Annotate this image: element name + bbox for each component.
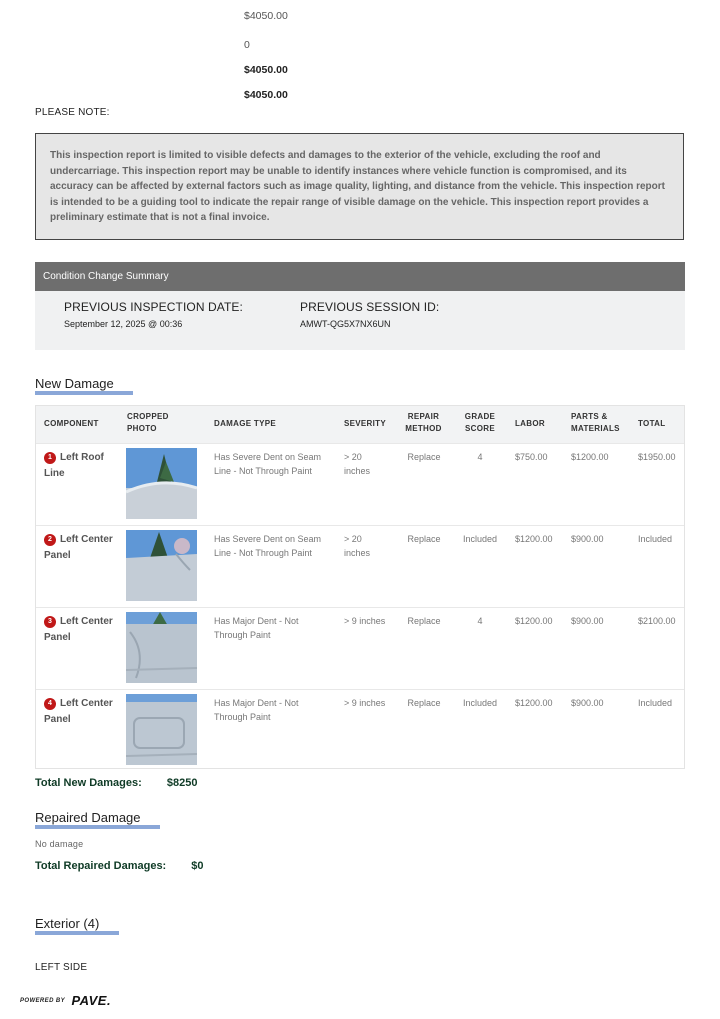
title-underline xyxy=(35,391,133,395)
component-name: Left Roof Line xyxy=(44,452,104,479)
summary-value: 0 xyxy=(244,39,250,51)
grade-score-cell: Included xyxy=(462,534,498,544)
labor-cell: $1200.00 xyxy=(515,698,553,708)
repair-method-cell: Replace xyxy=(407,452,441,462)
section-title-text: Exterior (4) xyxy=(35,916,100,931)
damage-type-cell: Has Major Dent - Not Through Paint xyxy=(214,616,299,640)
damage-photo-image xyxy=(126,612,197,683)
new-damage-title xyxy=(35,376,114,391)
damage-photo-image xyxy=(126,694,197,765)
table-row xyxy=(36,525,684,608)
component-cell xyxy=(44,450,122,482)
parts-cell: $900.00 xyxy=(571,698,604,708)
summary-value: $4050.00 xyxy=(244,89,288,101)
damage-photo-image xyxy=(126,530,197,601)
section-title-text: New Damage xyxy=(35,376,114,391)
header-photo: CROPPED PHOTO xyxy=(127,412,169,433)
header-parts: PARTS & MATERIALS xyxy=(571,412,620,433)
component-cell xyxy=(44,696,122,728)
repair-method-cell: Replace xyxy=(407,698,441,708)
pave-brand: PAVE. xyxy=(71,993,112,1008)
damage-number-badge: 1 xyxy=(44,452,56,464)
header-grade-score: GRADE SCORE xyxy=(464,412,496,433)
cropped-photo[interactable] xyxy=(126,694,197,765)
total-repaired-label: Total Repaired Damages: xyxy=(35,860,167,872)
parts-cell: $1200.00 xyxy=(571,452,609,462)
cropped-photo[interactable] xyxy=(126,530,197,601)
severity-cell: > 9 inches xyxy=(344,698,386,708)
header-severity: SEVERITY xyxy=(344,419,386,428)
header-repair-method: REPAIR METHOD xyxy=(405,412,442,433)
previous-session-value: AMWT-QG5X7NX6UN xyxy=(300,319,391,329)
title-underline xyxy=(35,825,160,829)
damage-photo-image xyxy=(126,448,197,519)
severity-cell: > 9 inches xyxy=(344,616,386,626)
powered-by-logo xyxy=(20,992,111,1010)
component-name: Left Center Panel xyxy=(44,616,113,643)
left-side-label: LEFT SIDE xyxy=(35,962,88,973)
parts-cell: $900.00 xyxy=(571,616,604,626)
labor-cell: $750.00 xyxy=(515,452,548,462)
total-cell: $2100.00 xyxy=(638,616,676,626)
previous-session-label: PREVIOUS SESSION ID: xyxy=(300,300,440,314)
header-component: COMPONENT xyxy=(44,419,99,428)
please-note-label: PLEASE NOTE: xyxy=(35,107,110,118)
component-cell xyxy=(44,532,122,564)
disclaimer-text: This inspection report is limited to visible defects and damages to the exterior of the vehicle, excluding the roof and undercarriage. This inspection report may be unable to identify instances where vehicle function is compromised, and its accuracy can be affected by external factors such as image quality, lighting, and distance from the vehicle. This inspection report is intended to be a guiding tool to indicate the repair range of visible damage on the vehicle. This inspection report provides a preliminary estimate that is not a final invoice. xyxy=(50,150,665,224)
total-new-damages-label: Total New Damages: xyxy=(35,777,142,789)
header-labor: LABOR xyxy=(515,419,545,428)
repair-method-cell: Replace xyxy=(407,534,441,544)
exterior-title xyxy=(35,916,99,931)
labor-cell: $1200.00 xyxy=(515,534,553,544)
labor-cell: $1200.00 xyxy=(515,616,553,626)
damage-number-badge: 4 xyxy=(44,698,56,710)
condition-change-body xyxy=(35,291,685,350)
header-damage-type: DAMAGE TYPE xyxy=(214,419,276,428)
total-new-damages xyxy=(35,777,197,789)
no-damage-text: No damage xyxy=(35,839,84,849)
new-damage-table xyxy=(35,405,685,769)
damage-type-cell: Has Severe Dent on Seam Line - Not Through Paint xyxy=(214,452,322,476)
table-row xyxy=(36,443,684,526)
total-repaired-value: $0 xyxy=(191,860,204,872)
section-title-text: Repaired Damage xyxy=(35,810,141,825)
component-cell xyxy=(44,614,122,646)
disclaimer-box xyxy=(35,133,684,240)
damage-type-cell: Has Severe Dent on Seam Line - Not Through Paint xyxy=(214,534,322,558)
component-name: Left Center Panel xyxy=(44,534,113,561)
component-name: Left Center Panel xyxy=(44,698,113,725)
grade-score-cell: 4 xyxy=(477,452,483,462)
summary-value: $4050.00 xyxy=(244,64,288,76)
table-row xyxy=(36,607,684,690)
damage-number-badge: 3 xyxy=(44,616,56,628)
cropped-photo[interactable] xyxy=(126,612,197,683)
severity-cell: > 20 inches xyxy=(344,534,371,558)
repair-method-cell: Replace xyxy=(407,616,441,626)
header-total: TOTAL xyxy=(638,419,666,428)
powered-by-text: POWERED BY xyxy=(20,998,66,1004)
table-row xyxy=(36,689,684,772)
table-header xyxy=(36,406,684,443)
title-underline xyxy=(35,931,119,935)
cropped-photo[interactable] xyxy=(126,448,197,519)
grade-score-cell: Included xyxy=(462,698,498,708)
previous-date-label: PREVIOUS INSPECTION DATE: xyxy=(64,300,243,314)
total-cell: Included xyxy=(638,534,673,544)
damage-type-cell: Has Major Dent - Not Through Paint xyxy=(214,698,299,722)
summary-value: $4050.00 xyxy=(244,10,288,22)
previous-date-value: September 12, 2025 @ 00:36 xyxy=(64,319,183,329)
total-cell: $1950.00 xyxy=(638,452,676,462)
total-new-damages-value: $8250 xyxy=(166,777,198,789)
total-cell: Included xyxy=(638,698,673,708)
parts-cell: $900.00 xyxy=(571,534,604,544)
grade-score-cell: 4 xyxy=(477,616,483,626)
damage-number-badge: 2 xyxy=(44,534,56,546)
severity-cell: > 20 inches xyxy=(344,452,371,476)
total-repaired-damages xyxy=(35,860,204,872)
repaired-damage-title xyxy=(35,810,141,825)
condition-change-header: Condition Change Summary xyxy=(35,262,685,291)
